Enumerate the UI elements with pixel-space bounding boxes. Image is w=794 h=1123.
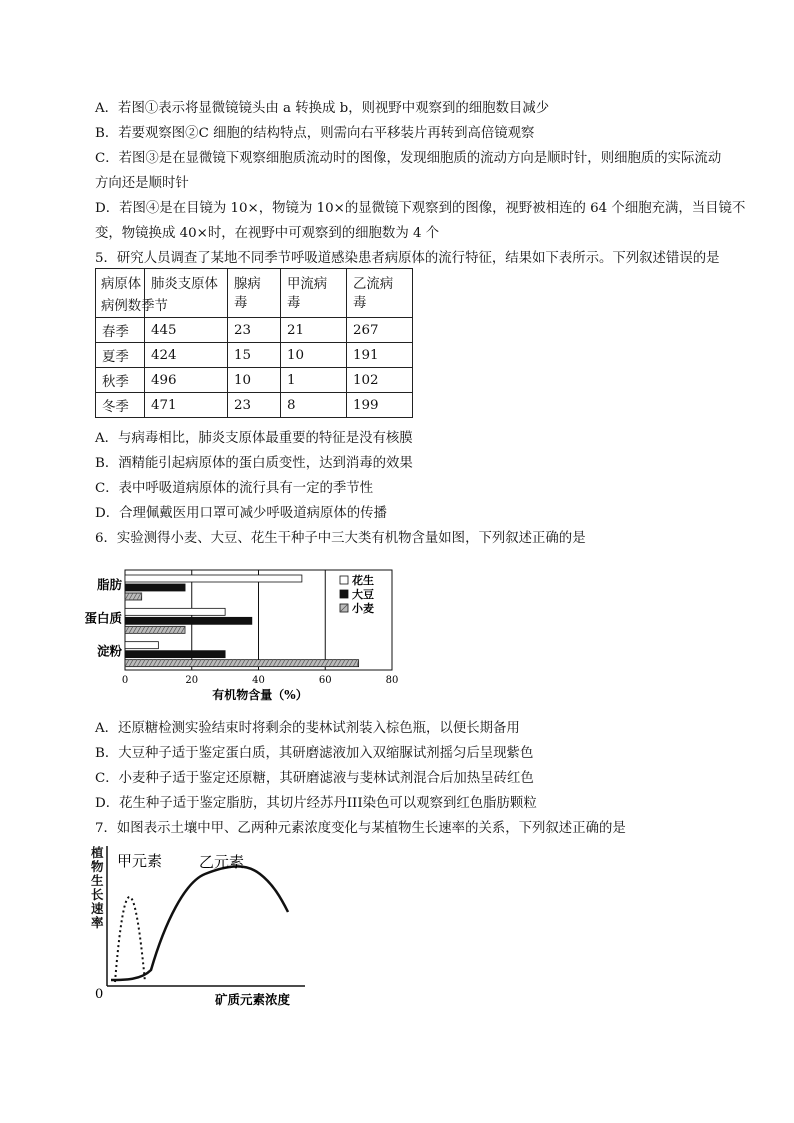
table-cell: 191 — [347, 343, 413, 368]
q5-option-a: A．与病毒相比，肺炎支原体最重要的特征是没有核膜 — [95, 431, 413, 446]
table-cell: 496 — [145, 368, 228, 393]
organic-content-bar-chart — [70, 566, 410, 706]
x-tick-label: 40 — [252, 675, 265, 686]
bar-大豆-脂肪 — [125, 584, 185, 591]
q6-option-d: D．花生种子适于鉴定脂肪，其切片经苏丹III染色可以观察到红色脂肪颗粒 — [95, 796, 537, 811]
header-mycoplasma: 肺炎支原体 — [145, 269, 228, 318]
origin-label: 0 — [95, 987, 104, 1002]
table-row — [96, 343, 413, 368]
table-cell: 1 — [281, 368, 347, 393]
q6-option-a: A．还原糖检测实验结束时将剩余的斐林试剂装入棕色瓶，以便长期备用 — [95, 721, 520, 736]
table-cell: 445 — [145, 318, 228, 343]
header-adenovirus: 腺病毒 — [228, 269, 281, 318]
table-cell: 424 — [145, 343, 228, 368]
x-axis-label: 矿质元素浓度 — [215, 992, 291, 1007]
season-autumn: 秋季 — [96, 368, 145, 393]
q6-option-c: C．小麦种子适于鉴定还原糖，其研磨滤液与斐林试剂混合后加热呈砖红色 — [95, 771, 534, 786]
yi-element-label: 乙元素 — [199, 853, 245, 871]
category-label: 蛋白质 — [84, 610, 122, 626]
q6-option-b: B．大豆种子适于鉴定蛋白质，其研磨滤液加入双缩脲试剂摇匀后呈现紫色 — [95, 746, 534, 761]
table-corner-cell — [96, 269, 168, 318]
category-label: 淀粉 — [96, 643, 122, 659]
legend-swatch-大豆 — [340, 590, 348, 598]
q5-stem: 5．研究人员调查了某地不同季节呼吸道感染患者病原体的流行特征，结果如下表所示。下列叙述错误的是 — [95, 251, 720, 266]
q4-option-c-line1: C．若图③是在显微镜下观察细胞质流动时的图像，发现细胞质的流动方向是顺时针，则细胞质的实际流动 — [95, 151, 722, 166]
header-influenza-b: 乙流病毒 — [347, 269, 413, 318]
legend-label-大豆: 大豆 — [352, 588, 374, 601]
table-cell: 267 — [347, 318, 413, 343]
table-row — [96, 318, 413, 343]
bar-花生-脂肪 — [125, 575, 302, 582]
table-cell: 199 — [347, 393, 413, 418]
q4-option-a: A．若图①表示将显微镜镜头由 a 转换成 b，则视野中观察到的细胞数目减少 — [95, 101, 550, 116]
season-summer: 夏季 — [96, 343, 145, 368]
table-row — [96, 393, 413, 418]
table-cell: 10 — [281, 343, 347, 368]
season-winter: 冬季 — [96, 393, 145, 418]
q6-stem: 6．实验测得小麦、大豆、花生干种子中三大类有机物含量如图，下列叙述正确的是 — [95, 531, 586, 546]
q4-option-d-line2: 变，物镜换成 40×时，在视野中可观察到的细胞数为 4 个 — [95, 226, 440, 241]
table-cell: 21 — [281, 318, 347, 343]
bar-花生-蛋白质 — [125, 608, 225, 615]
table-cell: 102 — [347, 368, 413, 393]
table-cell: 10 — [228, 368, 281, 393]
season-spring: 春季 — [96, 318, 145, 343]
header-influenza-a: 甲流病毒 — [281, 269, 347, 318]
table-cell: 23 — [228, 318, 281, 343]
table-cell: 23 — [228, 393, 281, 418]
q7-stem: 7．如图表示土壤中甲、乙两种元素浓度变化与某植物生长速率的关系，下列叙述正确的是 — [95, 821, 626, 836]
growth-rate-curve-chart — [85, 842, 315, 1007]
category-label: 脂肪 — [96, 577, 122, 592]
x-tick-label: 0 — [121, 675, 129, 686]
bar-花生-淀粉 — [125, 642, 158, 649]
y-axis-label: 植物生长速率 — [91, 845, 104, 930]
table-row — [96, 368, 413, 393]
q5-option-c: C．表中呼吸道病原体的流行具有一定的季节性 — [95, 481, 374, 496]
chart-legend — [340, 573, 374, 615]
jia-element-curve — [115, 897, 145, 982]
chart-category-labels — [84, 577, 122, 659]
table-cell: 15 — [228, 343, 281, 368]
chart-x-axis-label: 有机物含量（%） — [212, 688, 308, 702]
bar-大豆-淀粉 — [125, 651, 225, 658]
legend-label-花生: 花生 — [352, 574, 374, 587]
x-tick-label: 80 — [385, 675, 399, 686]
table-cell: 8 — [281, 393, 347, 418]
legend-label-小麦: 小麦 — [352, 602, 374, 615]
q5-option-b: B．酒精能引起病原体的蛋白质变性，达到消毒的效果 — [95, 456, 413, 471]
legend-swatch-花生 — [340, 576, 348, 584]
corner-bottom-label: 病例数季节 — [101, 299, 168, 314]
x-tick-label: 20 — [185, 675, 199, 686]
corner-top-label: 病原体 — [101, 277, 142, 292]
bar-大豆-蛋白质 — [125, 617, 252, 624]
q5-option-d: D．合理佩戴医用口罩可减少呼吸道病原体的传播 — [95, 506, 387, 521]
q4-option-c-line2: 方向还是顺时针 — [95, 176, 189, 191]
pathogen-table — [95, 268, 413, 418]
q4-option-b: B．若要观察图②C 细胞的结构特点，则需向右平移装片再转到高倍镜观察 — [95, 126, 535, 141]
chart-tick-labels — [122, 675, 399, 686]
table-cell: 471 — [145, 393, 228, 418]
x-tick-label: 60 — [318, 675, 332, 686]
chart-bars — [125, 575, 359, 667]
jia-element-label: 甲元素 — [117, 852, 163, 870]
q4-option-d-line1: D．若图④是在目镜为 10×，物镜为 10×的显微镜下观察到的图像，视野被相连的 64 个细胞充满，当目镜不 — [95, 201, 746, 216]
